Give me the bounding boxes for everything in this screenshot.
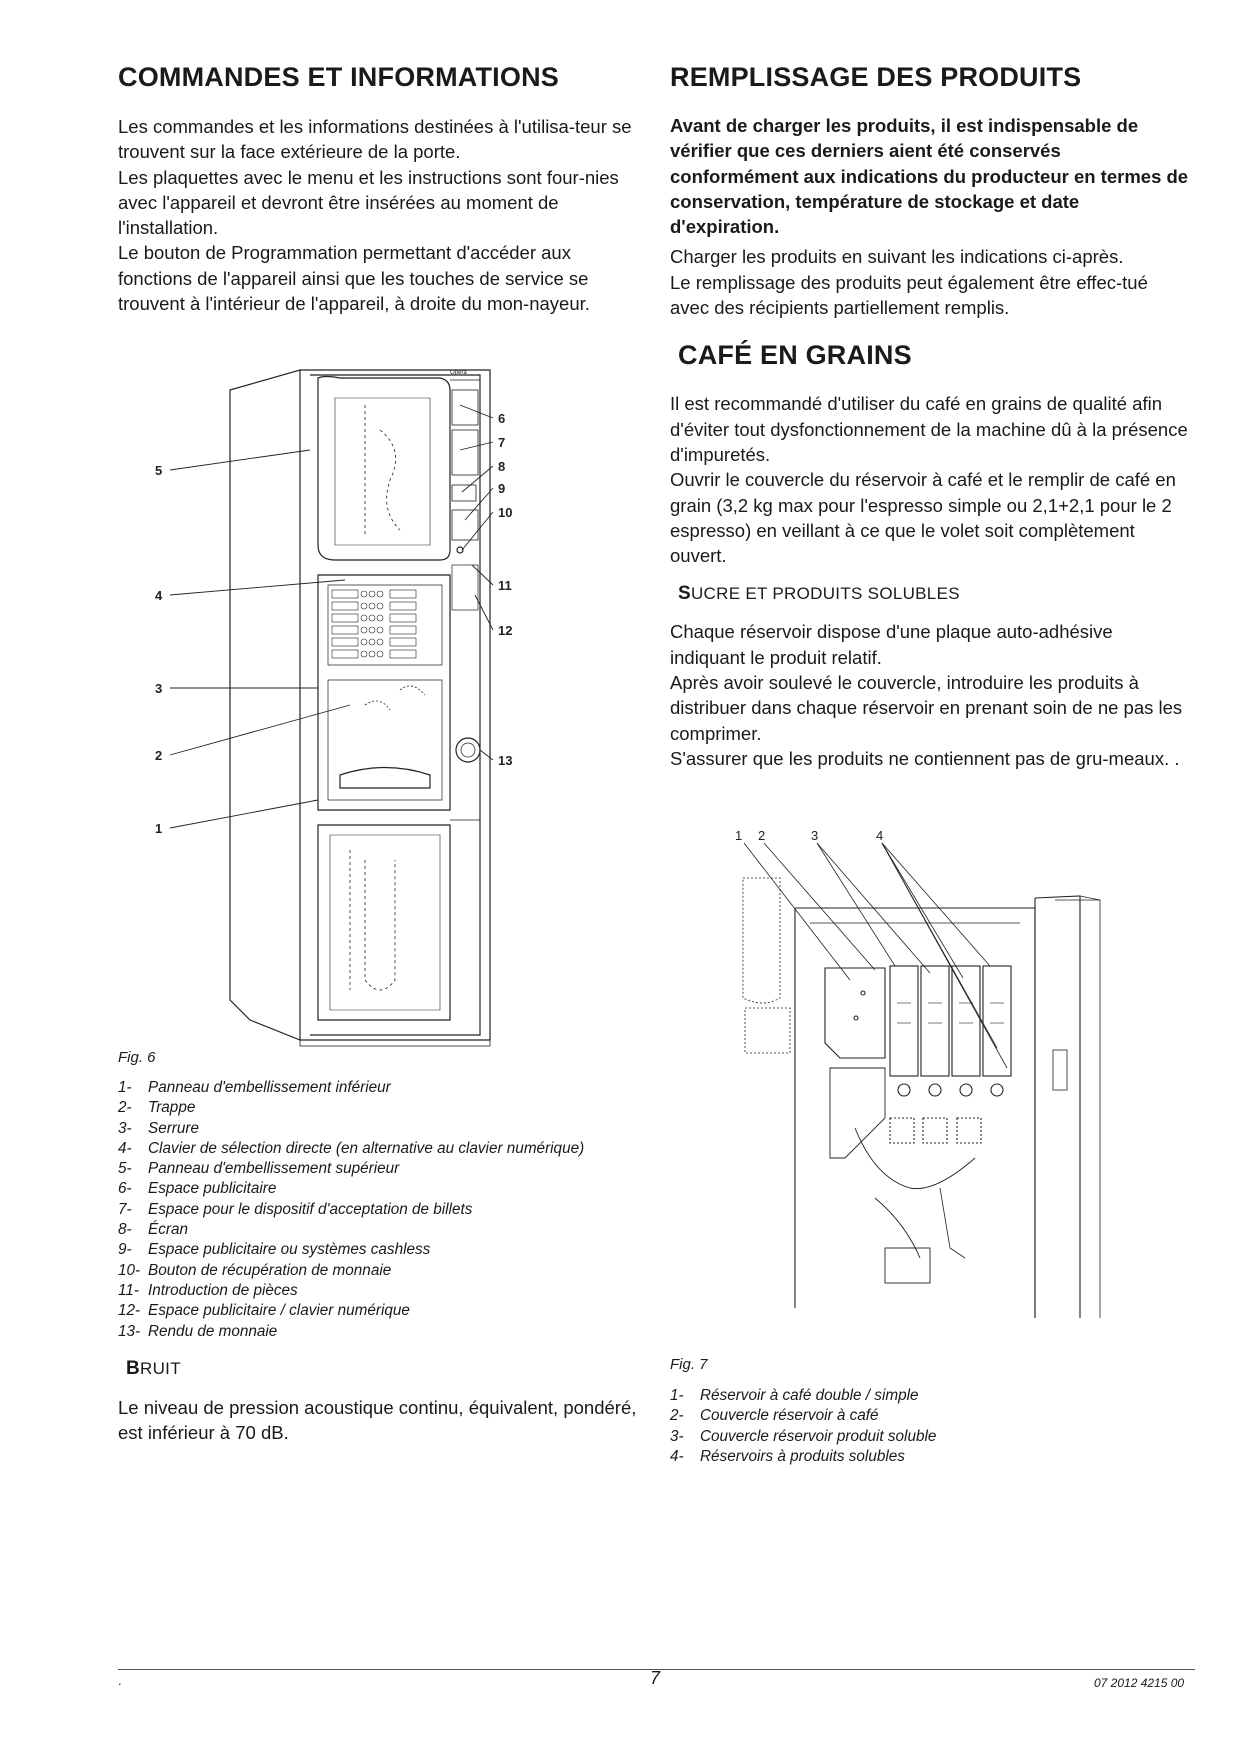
callout-13: 13 bbox=[498, 753, 513, 768]
legend-item bbox=[118, 1119, 678, 1139]
bruit-section bbox=[118, 1358, 648, 1446]
legend-item bbox=[118, 1240, 678, 1260]
legend-text: Espace publicitaire / clavier numérique bbox=[148, 1302, 410, 1320]
paragraph: Chaque réservoir dispose d'une plaque auto-adhésive indiquant le produit relatif. bbox=[670, 621, 1113, 668]
paragraph: Le remplissage des produits peut également être effec-tué avec des récipients partiellement remplis. bbox=[670, 271, 1148, 319]
legend-number: 7- bbox=[118, 1200, 132, 1218]
legend-text: Bouton de récupération de monnaie bbox=[148, 1261, 392, 1279]
caption: Fig. 6 bbox=[118, 1049, 156, 1066]
legend-text: Écran bbox=[148, 1221, 188, 1239]
legend-text: Espace publicitaire ou systèmes cashless bbox=[148, 1241, 431, 1259]
callout-12: 12 bbox=[498, 623, 513, 638]
section-heading-remplissage: REMPLISSAGE DES PRODUITS bbox=[670, 62, 1082, 92]
callout-9: 9 bbox=[498, 481, 506, 496]
legend-text: Réservoir à café double / simple bbox=[700, 1387, 919, 1404]
legend-item bbox=[118, 1301, 678, 1321]
legend-number: 8- bbox=[118, 1221, 132, 1239]
caption: Fig. 7 bbox=[670, 1356, 708, 1373]
callout-4: 4 bbox=[876, 828, 884, 843]
callout-3: 3 bbox=[811, 828, 819, 843]
legend-list bbox=[118, 1078, 678, 1342]
legend-text: Serrure bbox=[148, 1119, 200, 1137]
legend-text: Couvercle réservoir à café bbox=[700, 1407, 879, 1425]
figure-7-caption bbox=[670, 1356, 708, 1373]
legend-text: Rendu de monnaie bbox=[148, 1322, 278, 1340]
figure-7-machine-interior bbox=[735, 828, 1135, 1318]
callout-8: 8 bbox=[498, 459, 506, 474]
legend-item bbox=[670, 1406, 1090, 1426]
legend-item bbox=[118, 1220, 678, 1240]
page-number: 7 bbox=[650, 1668, 661, 1688]
section-heading-commandes: COMMANDES ET INFORMATIONS bbox=[118, 62, 559, 92]
legend-number: 1- bbox=[670, 1387, 684, 1404]
brand-label: Opera bbox=[450, 370, 467, 376]
paragraph: Les commandes et les informations destinées à l'utilisa-teur se trouvent sur la face extérieure de la porte. bbox=[118, 116, 632, 163]
legend-number: 4- bbox=[118, 1139, 132, 1157]
legend-number: 3- bbox=[118, 1119, 132, 1137]
bruit-heading: BRUIT bbox=[126, 1358, 181, 1379]
legend-item bbox=[118, 1200, 678, 1220]
figure-6-legend bbox=[118, 1078, 678, 1342]
callout-2: 2 bbox=[155, 748, 163, 763]
legend-item bbox=[670, 1447, 1090, 1467]
legend-item bbox=[118, 1261, 678, 1281]
legend-text: Introduction de pièces bbox=[148, 1281, 298, 1299]
legend-item bbox=[118, 1078, 678, 1098]
legend-number: 6- bbox=[118, 1180, 132, 1198]
callout-6: 6 bbox=[498, 411, 506, 426]
legend-number: 2- bbox=[118, 1099, 132, 1117]
legend-number: 9- bbox=[118, 1241, 132, 1259]
legend-item bbox=[118, 1159, 678, 1179]
legend-number: 13- bbox=[118, 1322, 141, 1340]
legend-number: 12- bbox=[118, 1302, 141, 1320]
callout-3: 3 bbox=[155, 681, 163, 696]
paragraph: Après avoir soulevé le couvercle, introduire les produits à distribuer dans chaque réservoir en prenant soin de ne pas les comprimer. bbox=[670, 672, 1183, 744]
callout-4: 4 bbox=[155, 588, 163, 603]
legend-number: 4- bbox=[670, 1447, 684, 1465]
paragraph: Ouvrir le couvercle du réservoir à café et le remplir de café en grain (3,2 kg max pour l'espresso simple ou 2,1+2,1 pour le 2 espresso) en veillant à ce que le volet soit complètement ouvert. bbox=[670, 469, 1176, 567]
legend-item bbox=[118, 1179, 678, 1199]
callout-5: 5 bbox=[155, 463, 163, 478]
legend-number: 2- bbox=[670, 1407, 684, 1425]
right-column bbox=[670, 62, 1190, 771]
figure-7-legend bbox=[670, 1386, 1090, 1467]
legend-text: Espace publicitaire bbox=[148, 1180, 277, 1198]
legend-text: Trappe bbox=[148, 1099, 196, 1117]
callout-1: 1 bbox=[735, 828, 743, 843]
legend-number: 3- bbox=[670, 1427, 684, 1445]
warning-text: Avant de charger les produits, il est indispensable de vérifier que ces derniers aient été conservés conformément aux indications du producteur en termes de conservation, température de stockage et date d'expiration. bbox=[670, 115, 1189, 238]
legend-number: 11- bbox=[118, 1281, 139, 1299]
left-column bbox=[118, 62, 648, 316]
legend-item bbox=[118, 1281, 678, 1301]
paragraph: Il est recommandé d'utiliser du café en grains de qualité afin d'éviter tout dysfonctionnement de la machine dû à la présence d'impuretés. bbox=[670, 393, 1188, 465]
legend-list bbox=[670, 1386, 1090, 1467]
legend-text: Espace pour le dispositif d'acceptation de billets bbox=[148, 1200, 473, 1218]
legend-text: Panneau d'embellissement inférieur bbox=[148, 1079, 391, 1096]
legend-item bbox=[118, 1139, 678, 1159]
paragraph: S'assurer que les produits ne contiennent pas de gru-meaux. . bbox=[670, 747, 1180, 769]
paragraph: Les plaquettes avec le menu et les instructions sont four-nies avec l'appareil et devront être insérées au moment de l'installation. bbox=[118, 166, 619, 239]
footer-dot: . bbox=[118, 1673, 122, 1688]
figure-6-vending-machine bbox=[150, 360, 600, 1050]
interior-drawing bbox=[735, 828, 1135, 1318]
paragraph: Le bouton de Programmation permettant d'accéder aux fonctions de l'appareil ainsi que les touches de service se trouvent à l'intérieur de l'appareil, à droite du mon-nayeur. bbox=[118, 242, 590, 315]
callout-10: 10 bbox=[498, 505, 513, 520]
vending-machine-drawing bbox=[150, 360, 600, 1050]
legend-item bbox=[118, 1098, 678, 1118]
commandes-text bbox=[118, 114, 648, 316]
figure-6-caption bbox=[118, 1049, 156, 1066]
legend-item bbox=[118, 1322, 678, 1342]
legend-item bbox=[670, 1427, 1090, 1447]
legend-text: Panneau d'embellissement supérieur bbox=[148, 1160, 400, 1178]
paragraph: Charger les produits en suivant les indications ci-après. bbox=[670, 246, 1124, 268]
legend-text: Couvercle réservoir produit soluble bbox=[700, 1427, 937, 1445]
section-heading-cafe: CAFÉ EN GRAINS bbox=[678, 340, 912, 371]
legend-number: 10- bbox=[118, 1261, 141, 1279]
callout-11: 11 bbox=[498, 578, 512, 593]
document-code: 07 2012 4215 00 bbox=[1094, 1676, 1185, 1690]
callout-7: 7 bbox=[498, 435, 506, 450]
callout-2: 2 bbox=[758, 828, 766, 843]
legend-text: Réservoirs à produits solubles bbox=[700, 1447, 905, 1465]
legend-item bbox=[670, 1386, 1090, 1406]
legend-number: 1- bbox=[118, 1079, 132, 1096]
sucre-heading: SUCRE ET PRODUITS SOLUBLES bbox=[678, 583, 960, 605]
callout-1: 1 bbox=[155, 821, 163, 836]
bruit-text: Le niveau de pression acoustique continu, équivalent, pondéré, est inférieur à 70 dB. bbox=[118, 1397, 637, 1444]
legend-text: Clavier de sélection directe (en alternative au clavier numérique) bbox=[148, 1139, 585, 1157]
legend-number: 5- bbox=[118, 1160, 132, 1178]
